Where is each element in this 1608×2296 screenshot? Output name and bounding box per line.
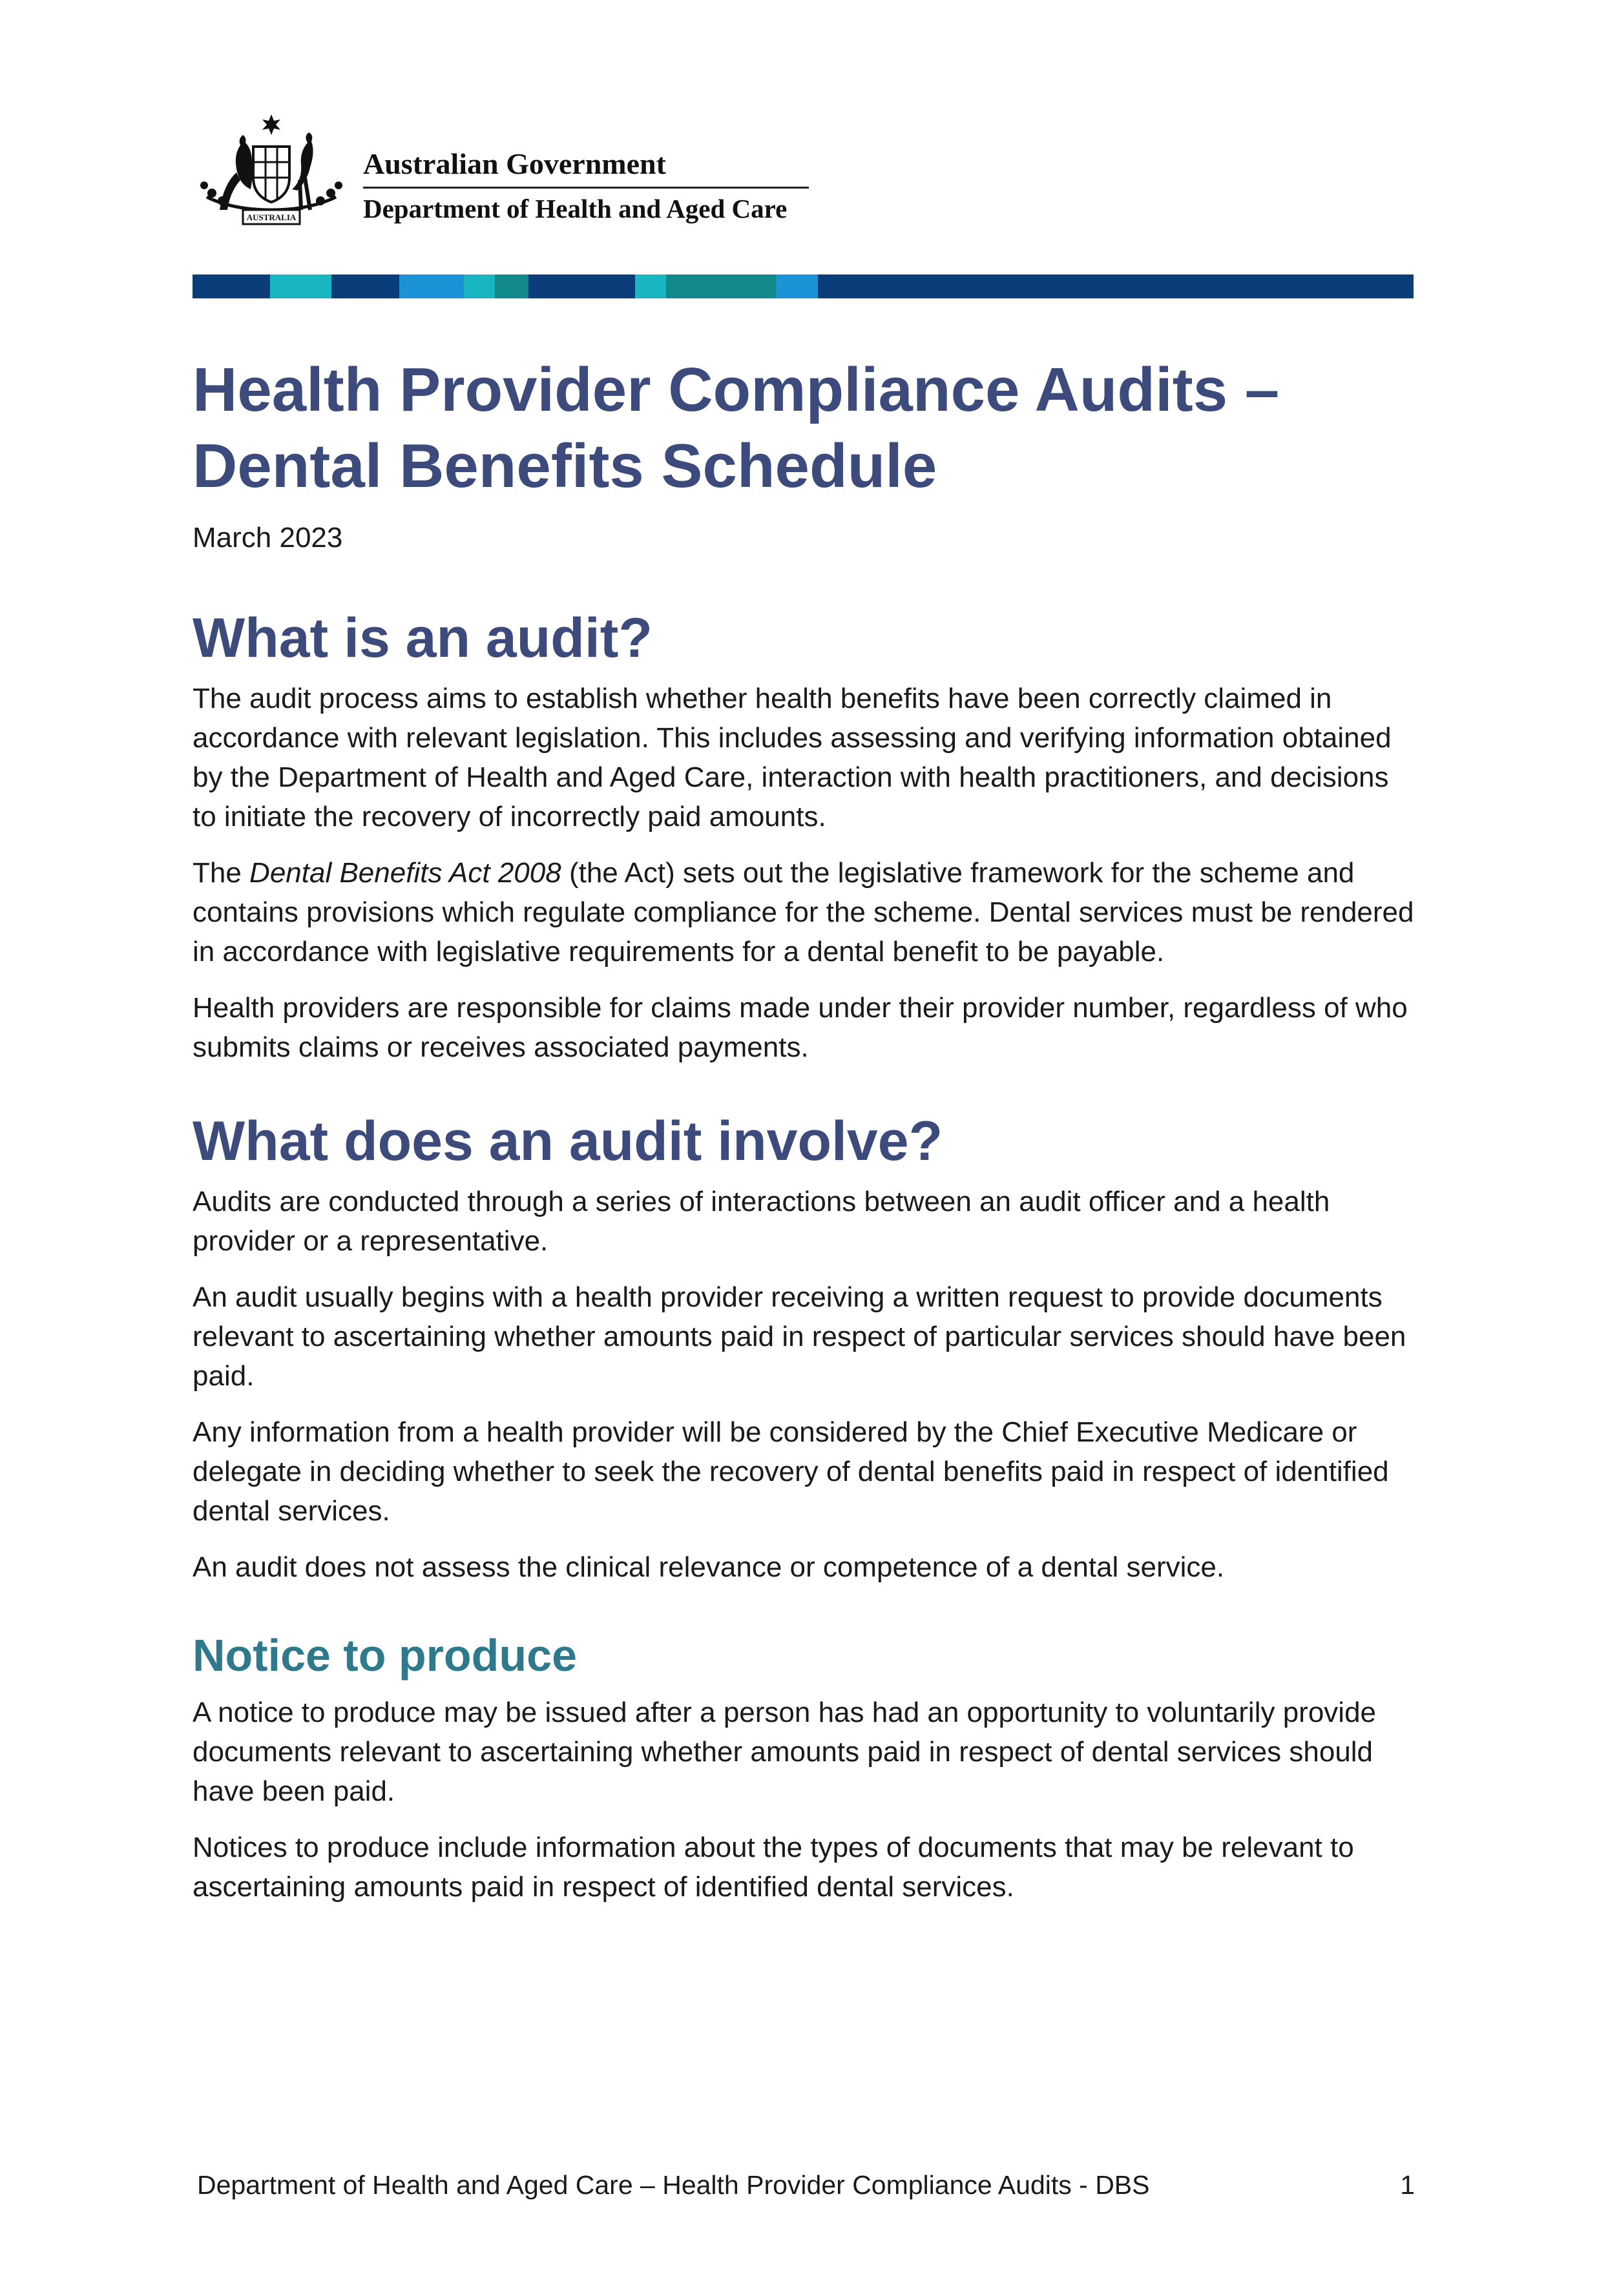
paragraph: An audit usually begins with a health provider receiving a written request to provide documents relevant to ascertaining whether amounts paid in respect of particular services should have been paid. bbox=[193, 1281, 1406, 1392]
paragraph: Audits are conducted through a series of interactions between an audit officer and a health provider or a representative. bbox=[193, 1186, 1330, 1257]
stripe-segment bbox=[270, 274, 331, 298]
paragraph: An audit does not assess the clinical relevance or competence of a dental service. bbox=[193, 1551, 1225, 1583]
stripe-segment bbox=[635, 274, 666, 298]
stripe-segment bbox=[331, 274, 399, 298]
footer-text: Department of Health and Aged Care – Health Provider Compliance Audits - DBS bbox=[197, 2170, 1150, 2200]
paragraph: A notice to produce may be issued after a person has had an opportunity to voluntarily provide documents relevant to ascertaining whether amounts paid in respect of dental services should have been paid. bbox=[193, 1697, 1377, 1807]
stripe-segment bbox=[666, 274, 776, 298]
paragraph: Health providers are responsible for claims made under their provider number, regardless of who submits claims or receives associated payments. bbox=[193, 992, 1408, 1063]
subsection-heading-notice-to-produce: Notice to produce bbox=[193, 1630, 578, 1681]
paragraph-text: The bbox=[193, 857, 250, 889]
paragraph: Notices to produce include information about the types of documents that may be relevant to ascertaining amounts paid in respect of identified dental services. bbox=[193, 1832, 1354, 1903]
crest-scroll-text: AUSTRALIA bbox=[246, 212, 297, 222]
act-title: Dental Benefits Act 2008 bbox=[249, 857, 561, 889]
publication-date: March 2023 bbox=[193, 522, 343, 553]
stripe-segment bbox=[776, 274, 818, 298]
department-name: Department of Health and Aged Care bbox=[363, 194, 788, 223]
paragraph: Any information from a health provider will be considered by the Chief Executive Medicare or delegate in deciding whether to seek the recovery of dental benefits paid in respect of identified dental services. bbox=[193, 1416, 1389, 1527]
document-body bbox=[193, 352, 1417, 1923]
stripe-segment bbox=[528, 274, 635, 298]
government-logo bbox=[194, 113, 814, 236]
section-heading-audit-involve: What does an audit involve? bbox=[193, 1110, 943, 1172]
paragraph: The audit process aims to establish whether health benefits have been correctly claimed in accordance with relevant legislation. This includes assessing and verifying information obtained by the Department of Health and Aged Care, interaction with health practitioners, and decisions to initiate the recovery of incorrectly paid amounts. bbox=[193, 683, 1392, 833]
paragraph bbox=[193, 853, 1417, 971]
stripe-segment bbox=[193, 274, 270, 298]
coat-of-arms-icon bbox=[194, 113, 349, 229]
stripe-segment bbox=[495, 274, 528, 298]
logo-divider bbox=[363, 187, 809, 189]
page-number: 1 bbox=[1400, 2170, 1415, 2200]
section-heading-what-is-audit: What is an audit? bbox=[193, 607, 653, 669]
title-line-1: Health Provider Compliance Audits – bbox=[193, 355, 1280, 424]
stripe-segment bbox=[464, 274, 495, 298]
paragraph-text: (the Act) sets out the legislative framework for the scheme and contains provisions which regulate compliance for the scheme. Dental services must be rendered in accordance with legislative requirements for a dental benefit to be payable. bbox=[193, 857, 1414, 967]
title-line-2: Dental Benefits Schedule bbox=[193, 431, 937, 501]
government-name: Australian Government bbox=[363, 147, 666, 180]
decorative-stripe bbox=[193, 274, 1414, 298]
stripe-segment bbox=[818, 274, 1414, 298]
page-title bbox=[193, 352, 1417, 504]
stripe-segment bbox=[399, 274, 464, 298]
